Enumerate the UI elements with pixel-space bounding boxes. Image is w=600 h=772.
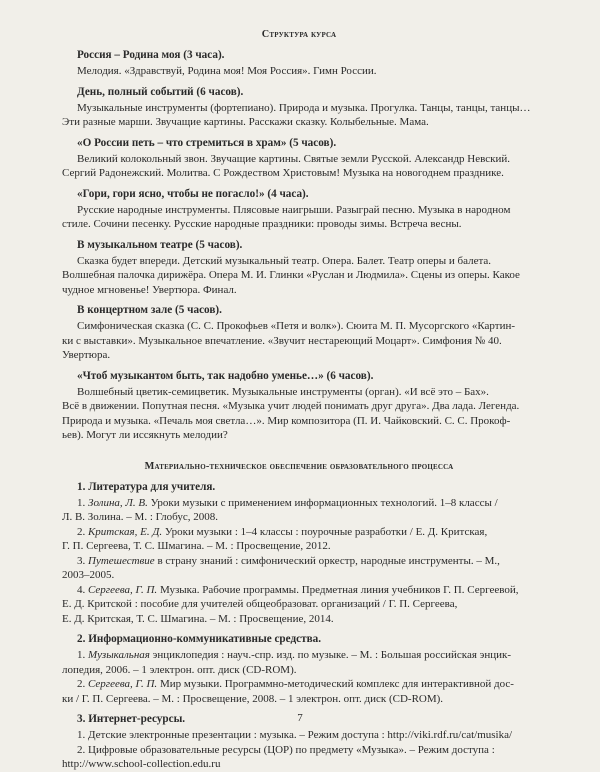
author-name: Сергеева, Г. П. bbox=[88, 583, 158, 596]
text-line: Мелодия. «Здравствуй, Родина моя! Моя Россия». Гимн России. bbox=[77, 65, 377, 77]
course-structure-heading: Структура курса bbox=[261, 29, 337, 40]
section-text bbox=[62, 101, 536, 130]
resource-group-title: 2. Информационно-коммуникативные средства. bbox=[77, 633, 322, 645]
text-line: ки с выставки». Музыкальное впечатление. «Звучит нестареющий Моцарт». Симфония № 40. bbox=[62, 334, 502, 347]
resource-item bbox=[62, 583, 536, 627]
item-number: 4. bbox=[77, 583, 88, 596]
section-title: Россия – Родина моя (3 часа). bbox=[77, 49, 225, 61]
text-line: 2003–2005. bbox=[62, 569, 115, 581]
text-line bbox=[62, 728, 536, 743]
text-line bbox=[62, 554, 536, 569]
resource-item bbox=[62, 554, 536, 583]
resource-item bbox=[62, 677, 536, 706]
material-support-heading: Материально-техническое обеспечение образовательного процесса bbox=[144, 460, 454, 472]
text-line bbox=[62, 525, 536, 540]
item-text: Цифровые образовательные ресурсы (ЦОР) по предмету «Музыка». – Режим доступа : bbox=[88, 743, 495, 756]
text-line bbox=[62, 648, 536, 663]
section-title: «О России петь – что стремиться в храм» (5 часов). bbox=[77, 136, 337, 149]
section-title: В концертном зале (5 часов). bbox=[77, 304, 222, 316]
text-line: Симфоническая сказка (С. С. Прокофьев «Петя и волк»). Сюита М. П. Мусоргского «Картин- bbox=[77, 320, 516, 332]
text-line bbox=[62, 496, 536, 511]
section-text bbox=[62, 152, 536, 181]
resource-group-title: 1. Литература для учителя. bbox=[77, 480, 216, 493]
item-text: в страну знаний : симфонический оркестр, народные инструменты. – М., bbox=[154, 554, 500, 567]
author-name: Путешествие bbox=[88, 554, 155, 567]
author-name: Критская, Е. Д. bbox=[88, 525, 163, 538]
text-line: Волшебный цветик-семицветик. Музыкальные инструменты (орган). «И всё это – Бах». bbox=[77, 385, 489, 398]
resource-groups bbox=[62, 480, 536, 772]
text-line: Сказка будет впереди. Детский музыкальный театр. Опера. Балет. Театр оперы и балета. bbox=[77, 254, 492, 267]
section-title: «Гори, гори ясно, чтобы не погасло!» (4 часа). bbox=[77, 187, 309, 200]
item-number: 3. bbox=[77, 554, 88, 567]
item-number: 2. bbox=[77, 678, 88, 690]
item-text: энциклопедия : науч.-спр. изд. по музыке. – М. : Большая российская энцик- bbox=[149, 649, 512, 661]
text-line: Увертюра. bbox=[62, 349, 111, 361]
text-line: Великий колокольный звон. Звучащие картины. Святые земли Русской. Александр Невский. bbox=[77, 152, 510, 165]
item-number: 1. bbox=[77, 496, 88, 509]
section-text bbox=[62, 254, 536, 298]
text-line: Эти разные марши. Звучащие картины. Расскажи сказку. Колыбельные. Мама. bbox=[62, 116, 429, 128]
resource-item bbox=[62, 648, 536, 677]
resource-item bbox=[62, 496, 536, 525]
item-text: Детские электронные презентации : музыка. – Режим доступа : http://viki.rdf.ru/cat/musika/ bbox=[88, 729, 513, 741]
text-line: Л. В. Золина. – М. : Глобус, 2008. bbox=[62, 511, 218, 523]
text-line: http://www.school-collection.edu.ru bbox=[62, 758, 221, 770]
resource-item bbox=[62, 525, 536, 554]
text-line: Музыкальные инструменты (фортепиано). Природа и музыка. Прогулка. Танцы, танцы, танцы… bbox=[77, 101, 531, 114]
text-line: Всё в движении. Попутная песня. «Музыка учит людей понимать друг друга». Два лада. Легенда. bbox=[62, 400, 520, 412]
section-title: В музыкальном театре (5 часов). bbox=[77, 238, 243, 251]
item-text: Уроки музыки : 1–4 классы : поурочные разработки / Е. Д. Критская, bbox=[162, 525, 488, 538]
resource-item bbox=[62, 728, 536, 743]
section-text bbox=[62, 64, 536, 79]
text-line: ки / Г. П. Сергеева. – М. : Просвещение, 2008. – 1 электрон. опт. диск (CD-ROM). bbox=[62, 692, 444, 705]
author-name: Сергеева, Г. П. bbox=[88, 678, 158, 690]
text-line: Русские народные инструменты. Плясовые наигрыши. Разыграй песню. Музыка в народном bbox=[77, 203, 511, 216]
text-line: стиле. Сочини песенку. Русские народные праздники: проводы зимы. Встреча весны. bbox=[62, 218, 462, 230]
item-text: Музыка. Рабочие программы. Предметная линия учебников Г. П. Сергеевой, bbox=[157, 583, 519, 596]
section-title: День, полный событий (6 часов). bbox=[77, 85, 244, 98]
text-line: Г. П. Сергеева, Т. С. Шмагина. – М. : Просвещение, 2012. bbox=[62, 540, 331, 552]
page-number: 7 bbox=[297, 712, 303, 724]
text-line bbox=[62, 583, 536, 598]
text-line: чудное мгновенье! Увертюра. Финал. bbox=[62, 283, 237, 296]
author-name: Музыкальная bbox=[88, 649, 150, 661]
item-number: 2. bbox=[77, 525, 88, 538]
resource-item bbox=[62, 743, 536, 772]
item-number: 1. bbox=[77, 729, 88, 741]
resource-group-title: 3. Интернет-ресурсы. bbox=[77, 713, 186, 725]
item-text: Уроки музыки с применением информационных технологий. 1–8 классы / bbox=[147, 496, 498, 509]
section-text bbox=[62, 203, 536, 232]
section-text bbox=[62, 319, 536, 363]
text-line bbox=[62, 677, 536, 692]
text-line: Волшебная палочка дирижёра. Опера М. И. Глинки «Руслан и Людмила». Сцены из оперы. Какое bbox=[62, 269, 520, 281]
text-line: ьев). Могут ли иссякнуть мелодии? bbox=[62, 429, 228, 441]
section-title: «Чтоб музыкантом быть, так надобно уменье…» (6 часов). bbox=[77, 369, 374, 382]
item-number: 2. bbox=[77, 743, 88, 756]
course-sections bbox=[62, 48, 536, 443]
item-text: Мир музыки. Программно-методический комплекс для интерактивной дос- bbox=[157, 678, 514, 690]
text-line: лопедия, 2006. – 1 электрон. опт. диск (CD-ROM). bbox=[62, 663, 297, 676]
text-line: Е. Д. Критская, Т. С. Шмагина. – М. : Просвещение, 2014. bbox=[62, 612, 334, 625]
section-text bbox=[62, 385, 536, 443]
text-line: Сергий Радонежский. Молитва. С Рождеством Христовым! Музыка на новогоднем празднике. bbox=[62, 167, 504, 179]
item-number: 1. bbox=[77, 649, 88, 661]
text-line: Е. Д. Критской : пособие для учителей общеобразоват. организаций / Г. П. Сергеева, bbox=[62, 598, 458, 610]
text-line: Природа и музыка. «Печаль моя светла…». Мир композитора (П. И. Чайковский. С. С. Прокоф- bbox=[62, 414, 511, 427]
author-name: Золина, Л. В. bbox=[88, 496, 148, 509]
